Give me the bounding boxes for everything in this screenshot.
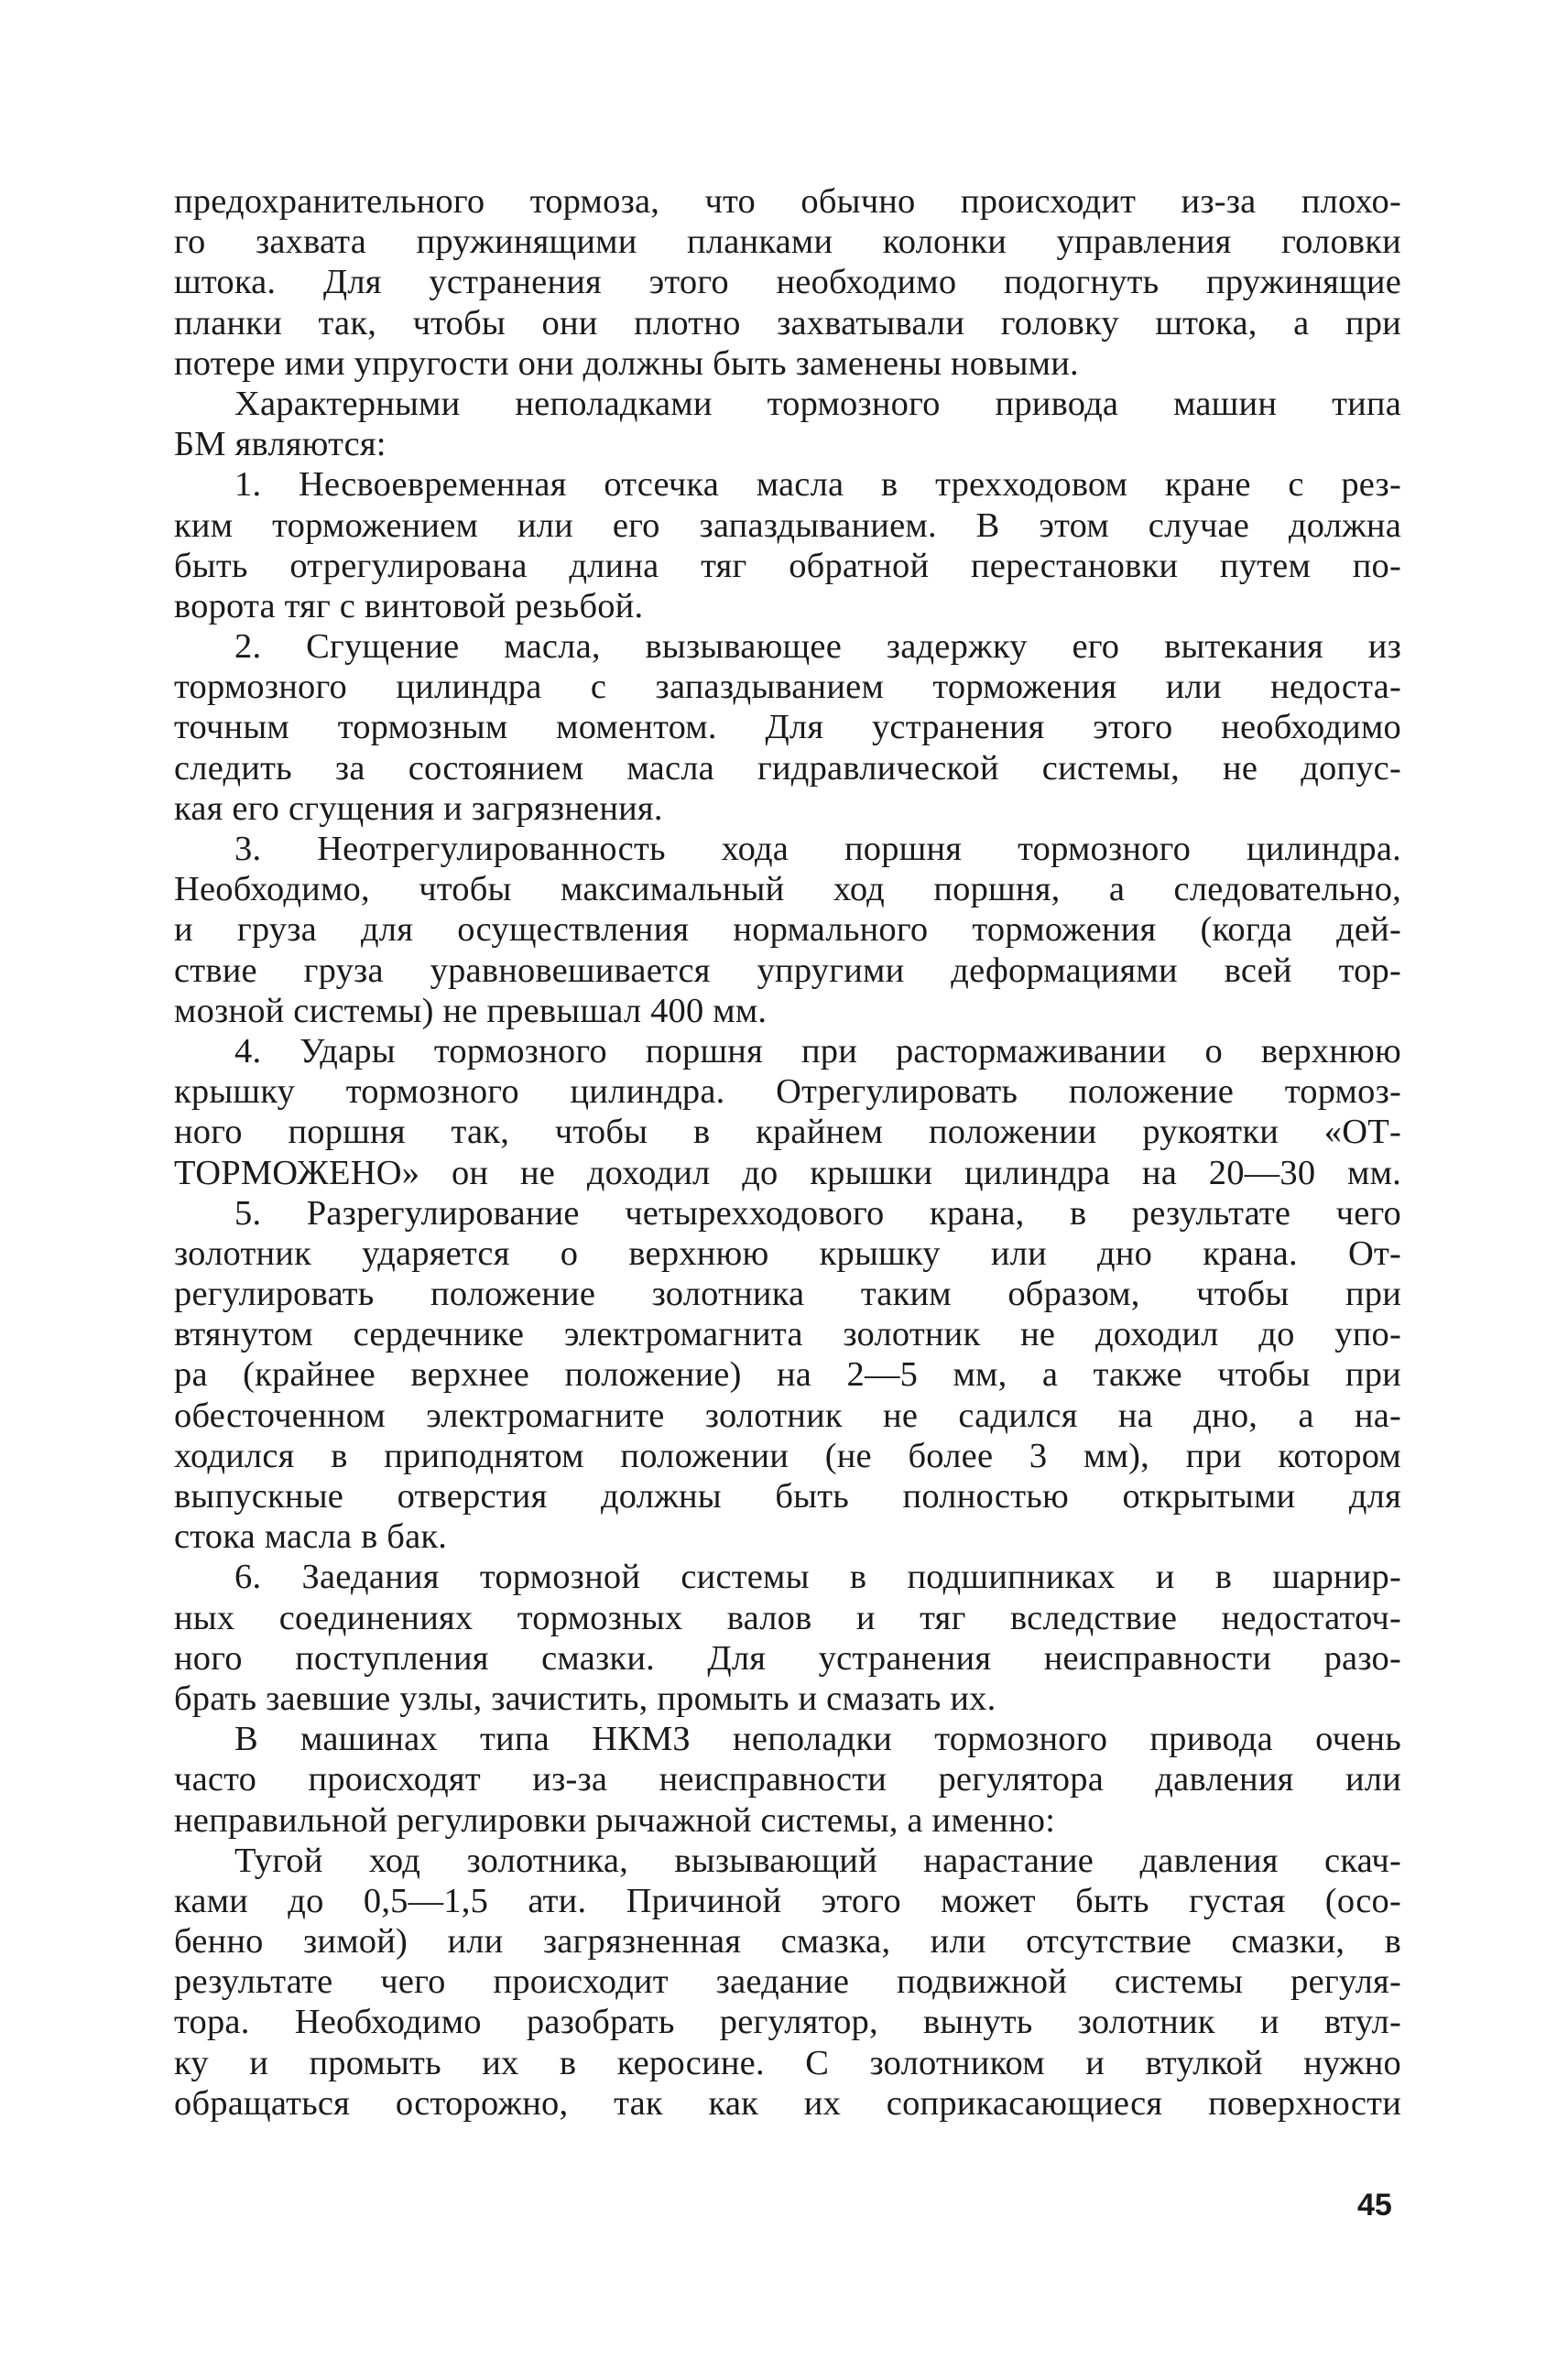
text-line: Характерными неполадками тормозного привода машин типа: [234, 384, 1401, 423]
text-line: втянутом сердечнике электромагнита золотник не доходил до упо-: [174, 1315, 1401, 1354]
text-line: регулировать положение золотника таким образом, чтобы при: [174, 1275, 1401, 1314]
text-line: мозной системы) не превышал 400 мм.: [174, 991, 768, 1030]
text-line: БМ являются:: [174, 425, 387, 464]
text-line: результате чего происходит заедание подвижной системы регуля-: [174, 1962, 1401, 2002]
text-line: 2. Сгущение масла, вызывающее задержку его вытекания из: [234, 627, 1401, 667]
text-line: брать заевшие узлы, зачистить, промыть и смазать их.: [174, 1679, 996, 1718]
text-line: го захвата пружинящими планками колонки управления головки: [174, 223, 1401, 262]
text-line: бенно зимой) или загрязненная смазка, или отсутствие смазки, в: [174, 1922, 1401, 1962]
text-line: точным тормозным моментом. Для устранения этого необходимо: [174, 708, 1401, 747]
page-text: [174, 181, 1401, 2124]
text-line: потере ими упругости они должны быть заменены новыми.: [174, 343, 1079, 383]
text-line: выпускные отверстия должны быть полностью открытыми для: [174, 1477, 1401, 1516]
text-line: ных соединениях тормозных валов и тяг вследствие недостаточ-: [174, 1598, 1401, 1637]
text-line: ходился в приподнятом положении (не более 3 мм), при котором: [174, 1436, 1401, 1475]
text-line: кая его сгущения и загрязнения.: [174, 788, 663, 828]
text-line: предохранительного тормоза, что обычно происходит из-за плохо-: [174, 182, 1401, 221]
text-line: часто происходят из-за неисправности регулятора давления или: [174, 1760, 1401, 1799]
text-line: ного поступления смазки. Для устранения неисправности разо-: [174, 1638, 1401, 1678]
text-line: ного поршня так, чтобы в крайнем положении рукоятки «ОТ-: [174, 1113, 1401, 1152]
text-line: ра (крайнее верхнее положение) на 2—5 мм, а также чтобы при: [174, 1355, 1401, 1395]
text-line: ствие груза уравновешивается упругими деформациями всей тор-: [174, 951, 1401, 990]
text-line: ками до 0,5—1,5 ати. Причиной этого может быть густая (осо-: [174, 1881, 1401, 1920]
text-line: обращаться осторожно, так как их соприкасающиеся поверхности: [174, 2083, 1401, 2123]
text-line: ким торможением или его запаздыванием. В этом случае должна: [174, 505, 1401, 545]
text-line: 3. Неотрегулированность хода поршня тормозного цилиндра.: [234, 830, 1401, 868]
text-line: 1. Несвоевременная отсечка масла в трехходовом кране с рез-: [234, 465, 1401, 505]
text-line: Необходимо, чтобы максимальный ход поршня, а следовательно,: [174, 870, 1401, 909]
text-line: 5. Разрегулирование четырехходового крана, в результате чего: [234, 1193, 1401, 1233]
text-line: ку и промыть их в керосине. С золотником и втулкой нужно: [174, 2043, 1401, 2082]
text-line: обесточенном электромагните золотник не садился на дно, а на-: [174, 1396, 1401, 1435]
text-line: быть отрегулирована длина тяг обратной перестановки путем по-: [174, 546, 1401, 585]
text-line: тора. Необходимо разобрать регулятор, вынуть золотник и втул-: [174, 2003, 1401, 2042]
text-line: тормозного цилиндра с запаздыванием торможения или недоста-: [174, 668, 1401, 707]
text-line: ворота тяг с винтовой резьбой.: [174, 586, 644, 625]
text-line: 4. Удары тормозного поршня при растормаживании о верхнюю: [234, 1031, 1401, 1070]
text-line: В машинах типа НКМЗ неполадки тормозного привода очень: [234, 1720, 1401, 1759]
text-line: Тугой ход золотника, вызывающий нарастание давления скач-: [234, 1841, 1401, 1880]
text-line: 6. Заедания тормозной системы в подшипниках и в шарнир-: [234, 1558, 1401, 1597]
text-line: и груза для осуществления нормального торможения (когда дей-: [174, 910, 1401, 950]
text-line: планки так, чтобы они плотно захватывали головку штока, а при: [174, 303, 1401, 342]
text-line: ТОРМОЖЕНО» он не доходил до крышки цилиндра на 20—30 мм.: [174, 1153, 1401, 1192]
text-line: стока масла в бак.: [174, 1517, 448, 1557]
text-line: крышку тормозного цилиндра. Отрегулировать положение тормоз-: [174, 1072, 1401, 1112]
text-line: штока. Для устранения этого необходимо подогнуть пружинящие: [174, 263, 1401, 302]
text-line: неправильной регулировки рычажной системы, а именно:: [174, 1800, 1056, 1840]
page-number: 45: [1357, 2188, 1392, 2222]
text-line: золотник ударяется о верхнюю крышку или дно крана. От-: [174, 1233, 1401, 1273]
text-line: следить за состоянием масла гидравлической системы, не допус-: [174, 748, 1401, 788]
